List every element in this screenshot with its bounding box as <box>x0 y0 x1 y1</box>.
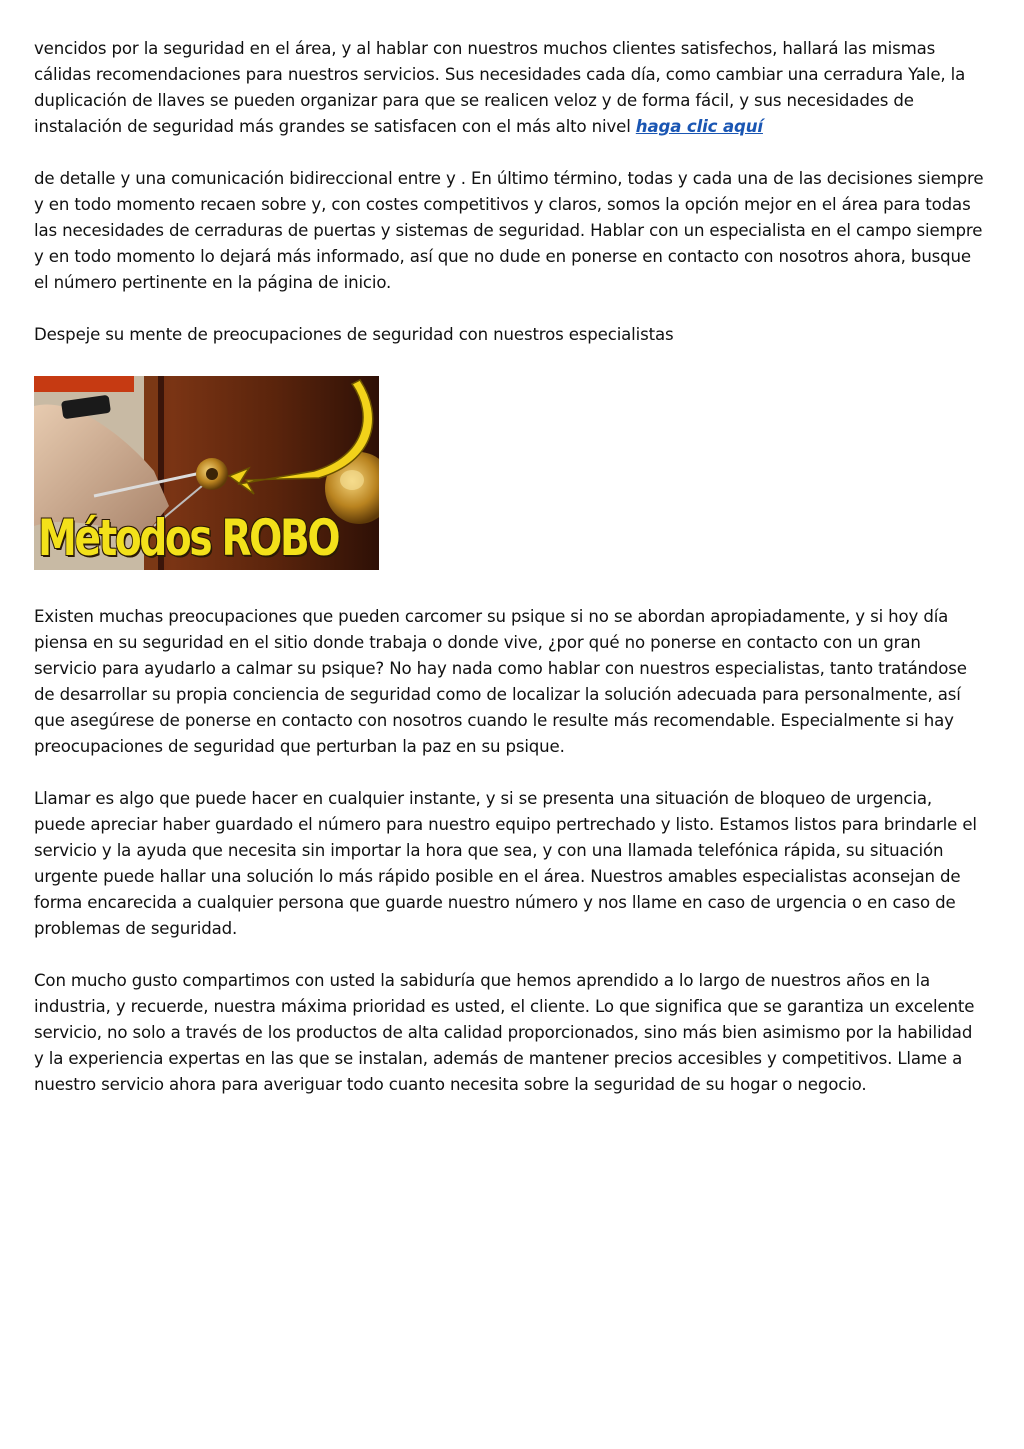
paragraph-spacer <box>34 296 984 322</box>
paragraph-3: Despeje su mente de preocupaciones de seguridad con nuestros especialistas <box>34 325 674 344</box>
paragraph-2: de detalle y una comunicación bidireccional entre y . En último término, todas y cada una de las decisiones siempre y en todo momento recaen sobre y, con costes competitivos y claros, somos la opción mejor en el área para todas las necesidades de cerraduras de puertas y sistemas de seguridad. Hablar con un especialista en el campo siempre y en todo momento lo dejará más informado, así que no dude en ponerse en contacto con nosotros ahora, busque el número pertinente en la página de inicio. <box>34 169 984 292</box>
lock-picking-image <box>34 376 379 570</box>
document-page <box>34 36 984 1098</box>
paragraph-4: Existen muchas preocupaciones que pueden carcomer su psique si no se abordan apropiadamente, y si hoy día piensa en su seguridad en el sitio donde trabaja o donde vive, ¿por qué no ponerse en contacto con un gran servicio para ayudarlo a calmar su psique? No hay nada como hablar con nuestros especialistas, tanto tratándose de desarrollar su propia conciencia de seguridad como de localizar la solución adecuada para personalmente, así que asegúrese de ponerse en contacto con nosotros cuando le resulte más recomendable. Especialmente si hay preocupaciones de seguridad que perturban la paz en su psique. <box>34 607 967 756</box>
image-caption: Métodos ROBO <box>38 509 339 567</box>
paragraph-1-text: vencidos por la seguridad en el área, y al hablar con nuestros muchos clientes satisfechos, hallará las mismas cálidas recomendaciones para nuestros servicios. Sus necesidades cada día, como cambiar una cerradura Yale, la duplicación de llaves se pueden organizar para que se realicen veloz y de forma fácil, y sus necesidades de instalación de seguridad más grandes se satisfacen con el más alto nivel <box>34 39 966 136</box>
paragraph-6: Con mucho gusto compartimos con usted la sabiduría que hemos aprendido a lo largo de nuestros años en la industria, y recuerde, nuestra máxima prioridad es usted, el cliente. Lo que significa que se garantiza un excelente servicio, no solo a través de los productos de alta calidad proporcionados, sino más bien asimismo por la habilidad y la experiencia expertas en las que se instalan, además de mantener precios accesibles y competitivos. Llame a nuestro servicio ahora para averiguar todo cuanto necesita sobre la seguridad de su hogar o negocio. <box>34 971 975 1094</box>
paragraph-5: Llamar es algo que puede hacer en cualquier instante, y si se presenta una situación de bloqueo de urgencia, puede apreciar haber guardado el número para nuestro equipo pertrechado y listo. Estamos listos para brindarle el servicio y la ayuda que necesita sin importar la hora que sea, y con una llamada telefónica rápida, su situación urgente puede hallar una solución lo más rápido posible en el área. Nuestros amables especialistas aconsejan de forma encarecida a cualquier persona que guarde nuestro número y nos llame en caso de urgencia o en caso de problemas de seguridad. <box>34 789 977 938</box>
paragraph-spacer <box>34 760 984 786</box>
paragraph-spacer <box>34 140 984 166</box>
paragraph-1 <box>34 36 984 140</box>
paragraph-spacer <box>34 942 984 968</box>
click-here-link[interactable]: haga clic aquí <box>635 117 763 136</box>
